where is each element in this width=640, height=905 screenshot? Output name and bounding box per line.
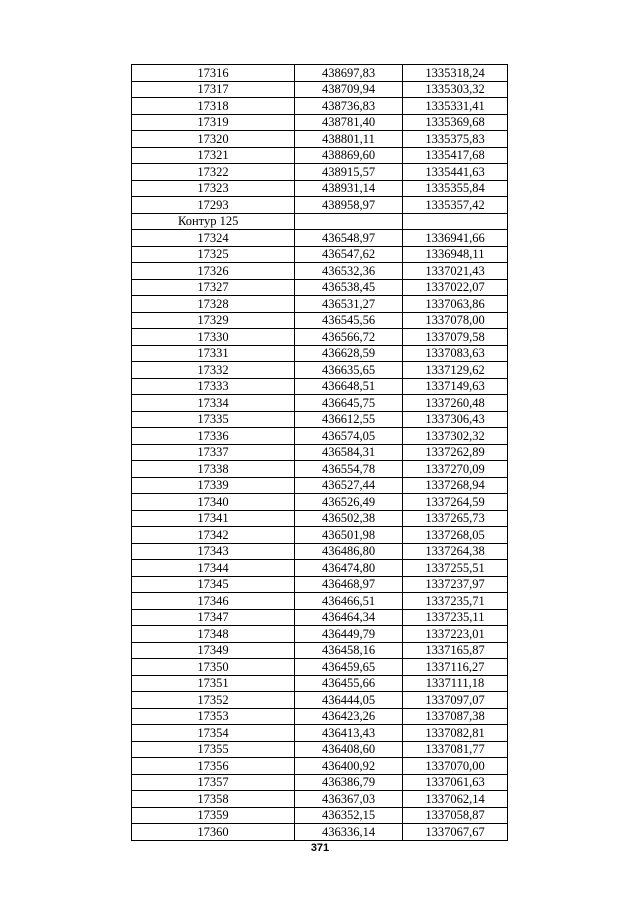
x-coordinate-cell: 436635,65 xyxy=(295,362,403,379)
y-coordinate-cell: 1337082,81 xyxy=(403,725,508,742)
table-row xyxy=(132,378,508,395)
point-number-cell: 17332 xyxy=(132,362,295,379)
x-coordinate-cell: 436444,05 xyxy=(295,692,403,709)
x-coordinate-cell: 436449,79 xyxy=(295,626,403,643)
table-row xyxy=(132,197,508,214)
table-row xyxy=(132,213,508,230)
table-row xyxy=(132,626,508,643)
x-coordinate-cell: 436502,38 xyxy=(295,510,403,527)
table-row xyxy=(132,758,508,775)
y-coordinate-cell: 1337081,77 xyxy=(403,741,508,758)
table-row xyxy=(132,345,508,362)
y-coordinate-cell: 1337235,71 xyxy=(403,593,508,610)
table-row xyxy=(132,527,508,544)
table-row xyxy=(132,114,508,131)
point-number-cell: 17352 xyxy=(132,692,295,709)
table-row xyxy=(132,741,508,758)
x-coordinate-cell: 436574,05 xyxy=(295,428,403,445)
point-number-cell: 17357 xyxy=(132,774,295,791)
table-row xyxy=(132,411,508,428)
point-number-cell: Контур 125 xyxy=(132,213,295,230)
x-coordinate-cell: 436458,16 xyxy=(295,642,403,659)
y-coordinate-cell: 1337063,86 xyxy=(403,296,508,313)
table-row xyxy=(132,131,508,148)
point-number-cell: 17340 xyxy=(132,494,295,511)
x-coordinate-cell: 438915,57 xyxy=(295,164,403,181)
x-coordinate-cell: 438781,40 xyxy=(295,114,403,131)
coordinates-table xyxy=(131,64,508,841)
point-number-cell: 17334 xyxy=(132,395,295,412)
x-coordinate-cell: 436474,80 xyxy=(295,560,403,577)
x-coordinate-cell: 438697,83 xyxy=(295,65,403,82)
table-row xyxy=(132,147,508,164)
y-coordinate-cell: 1337058,87 xyxy=(403,807,508,824)
x-coordinate-cell: 436501,98 xyxy=(295,527,403,544)
table-row xyxy=(132,395,508,412)
table-row xyxy=(132,477,508,494)
x-coordinate-cell: 436386,79 xyxy=(295,774,403,791)
table-row xyxy=(132,609,508,626)
y-coordinate-cell: 1337306,43 xyxy=(403,411,508,428)
y-coordinate-cell: 1337149,63 xyxy=(403,378,508,395)
x-coordinate-cell: 436645,75 xyxy=(295,395,403,412)
y-coordinate-cell: 1337260,48 xyxy=(403,395,508,412)
point-number-cell: 17317 xyxy=(132,81,295,98)
point-number-cell: 17350 xyxy=(132,659,295,676)
y-coordinate-cell: 1335355,84 xyxy=(403,180,508,197)
point-number-cell: 17351 xyxy=(132,675,295,692)
x-coordinate-cell: 436545,56 xyxy=(295,312,403,329)
point-number-cell: 17345 xyxy=(132,576,295,593)
x-coordinate-cell: 436628,59 xyxy=(295,345,403,362)
x-coordinate-cell: 438869,60 xyxy=(295,147,403,164)
y-coordinate-cell: 1336941,66 xyxy=(403,230,508,247)
x-coordinate-cell: 436612,55 xyxy=(295,411,403,428)
y-coordinate-cell: 1337235,11 xyxy=(403,609,508,626)
y-coordinate-cell: 1337223,01 xyxy=(403,626,508,643)
x-coordinate-cell: 436532,36 xyxy=(295,263,403,280)
point-number-cell: 17329 xyxy=(132,312,295,329)
table-row xyxy=(132,791,508,808)
point-number-cell: 17343 xyxy=(132,543,295,560)
table-row xyxy=(132,576,508,593)
x-coordinate-cell: 436423,26 xyxy=(295,708,403,725)
y-coordinate-cell: 1337078,00 xyxy=(403,312,508,329)
y-coordinate-cell: 1337079,58 xyxy=(403,329,508,346)
table-row xyxy=(132,675,508,692)
x-coordinate-cell: 438736,83 xyxy=(295,98,403,115)
x-coordinate-cell: 436527,44 xyxy=(295,477,403,494)
point-number-cell: 17341 xyxy=(132,510,295,527)
x-coordinate-cell: 438801,11 xyxy=(295,131,403,148)
point-number-cell: 17331 xyxy=(132,345,295,362)
x-coordinate-cell: 436466,51 xyxy=(295,593,403,610)
point-number-cell: 17322 xyxy=(132,164,295,181)
table-row xyxy=(132,593,508,610)
table-row xyxy=(132,296,508,313)
x-coordinate-cell: 436367,03 xyxy=(295,791,403,808)
x-coordinate-cell: 436459,65 xyxy=(295,659,403,676)
y-coordinate-cell: 1337061,63 xyxy=(403,774,508,791)
point-number-cell: 17335 xyxy=(132,411,295,428)
y-coordinate-cell: 1337111,18 xyxy=(403,675,508,692)
table-row xyxy=(132,444,508,461)
x-coordinate-cell: 436413,43 xyxy=(295,725,403,742)
table-row xyxy=(132,329,508,346)
table-row xyxy=(132,312,508,329)
point-number-cell: 17325 xyxy=(132,246,295,263)
x-coordinate-cell: 436648,51 xyxy=(295,378,403,395)
x-coordinate-cell: 436554,78 xyxy=(295,461,403,478)
y-coordinate-cell: 1337070,00 xyxy=(403,758,508,775)
y-coordinate-cell: 1337067,67 xyxy=(403,824,508,841)
table-row xyxy=(132,774,508,791)
x-coordinate-cell: 436352,15 xyxy=(295,807,403,824)
x-coordinate-cell: 436566,72 xyxy=(295,329,403,346)
x-coordinate-cell: 438931,14 xyxy=(295,180,403,197)
y-coordinate-cell: 1337268,94 xyxy=(403,477,508,494)
x-coordinate-cell: 438958,97 xyxy=(295,197,403,214)
y-coordinate-cell: 1335417,68 xyxy=(403,147,508,164)
y-coordinate-cell: 1337021,43 xyxy=(403,263,508,280)
x-coordinate-cell: 436531,27 xyxy=(295,296,403,313)
y-coordinate-cell: 1337165,87 xyxy=(403,642,508,659)
point-number-cell: 17360 xyxy=(132,824,295,841)
table-row xyxy=(132,725,508,742)
point-number-cell: 17319 xyxy=(132,114,295,131)
table-row xyxy=(132,428,508,445)
point-number-cell: 17324 xyxy=(132,230,295,247)
point-number-cell: 17336 xyxy=(132,428,295,445)
point-number-cell: 17330 xyxy=(132,329,295,346)
y-coordinate-cell: 1337087,38 xyxy=(403,708,508,725)
table-row xyxy=(132,560,508,577)
x-coordinate-cell: 438709,94 xyxy=(295,81,403,98)
point-number-cell: 17359 xyxy=(132,807,295,824)
x-coordinate-cell: 436584,31 xyxy=(295,444,403,461)
x-coordinate-cell: 436464,34 xyxy=(295,609,403,626)
point-number-cell: 17321 xyxy=(132,147,295,164)
table-row xyxy=(132,824,508,841)
y-coordinate-cell: 1337264,38 xyxy=(403,543,508,560)
table-row xyxy=(132,81,508,98)
x-coordinate-cell: 436547,62 xyxy=(295,246,403,263)
point-number-cell: 17293 xyxy=(132,197,295,214)
point-number-cell: 17349 xyxy=(132,642,295,659)
table-row xyxy=(132,263,508,280)
point-number-cell: 17318 xyxy=(132,98,295,115)
x-coordinate-cell: 436526,49 xyxy=(295,494,403,511)
table-row xyxy=(132,807,508,824)
table-row xyxy=(132,659,508,676)
y-coordinate-cell: 1337022,07 xyxy=(403,279,508,296)
table-row xyxy=(132,494,508,511)
y-coordinate-cell: 1335318,24 xyxy=(403,65,508,82)
point-number-cell: 17347 xyxy=(132,609,295,626)
y-coordinate-cell: 1337083,63 xyxy=(403,345,508,362)
point-number-cell: 17346 xyxy=(132,593,295,610)
y-coordinate-cell: 1335441,63 xyxy=(403,164,508,181)
point-number-cell: 17333 xyxy=(132,378,295,395)
y-coordinate-cell: 1335331,41 xyxy=(403,98,508,115)
point-number-cell: 17353 xyxy=(132,708,295,725)
y-coordinate-cell: 1337062,14 xyxy=(403,791,508,808)
x-coordinate-cell: 436548,97 xyxy=(295,230,403,247)
x-coordinate-cell: 436408,60 xyxy=(295,741,403,758)
y-coordinate-cell xyxy=(403,213,508,230)
page-number: 371 xyxy=(310,842,330,854)
table-row xyxy=(132,692,508,709)
y-coordinate-cell: 1337237,97 xyxy=(403,576,508,593)
table-row xyxy=(132,65,508,82)
point-number-cell: 17356 xyxy=(132,758,295,775)
y-coordinate-cell: 1335375,83 xyxy=(403,131,508,148)
y-coordinate-cell: 1337268,05 xyxy=(403,527,508,544)
x-coordinate-cell: 436486,80 xyxy=(295,543,403,560)
point-number-cell: 17348 xyxy=(132,626,295,643)
y-coordinate-cell: 1336948,11 xyxy=(403,246,508,263)
table-row xyxy=(132,543,508,560)
x-coordinate-cell: 436336,14 xyxy=(295,824,403,841)
table-row xyxy=(132,708,508,725)
y-coordinate-cell: 1337264,59 xyxy=(403,494,508,511)
point-number-cell: 17316 xyxy=(132,65,295,82)
point-number-cell: 17342 xyxy=(132,527,295,544)
point-number-cell: 17338 xyxy=(132,461,295,478)
y-coordinate-cell: 1337262,89 xyxy=(403,444,508,461)
x-coordinate-cell: 436468,97 xyxy=(295,576,403,593)
table-row xyxy=(132,642,508,659)
point-number-cell: 17358 xyxy=(132,791,295,808)
table-row xyxy=(132,230,508,247)
table-row xyxy=(132,180,508,197)
point-number-cell: 17320 xyxy=(132,131,295,148)
x-coordinate-cell: 436455,66 xyxy=(295,675,403,692)
y-coordinate-cell: 1337270,09 xyxy=(403,461,508,478)
point-number-cell: 17344 xyxy=(132,560,295,577)
table-row xyxy=(132,279,508,296)
y-coordinate-cell: 1337116,27 xyxy=(403,659,508,676)
y-coordinate-cell: 1337129,62 xyxy=(403,362,508,379)
point-number-cell: 17354 xyxy=(132,725,295,742)
x-coordinate-cell: 436538,45 xyxy=(295,279,403,296)
y-coordinate-cell: 1335369,68 xyxy=(403,114,508,131)
y-coordinate-cell: 1337302,32 xyxy=(403,428,508,445)
point-number-cell: 17328 xyxy=(132,296,295,313)
point-number-cell: 17339 xyxy=(132,477,295,494)
coordinates-table-body xyxy=(132,65,508,841)
table-row xyxy=(132,98,508,115)
table-row xyxy=(132,246,508,263)
y-coordinate-cell: 1335303,32 xyxy=(403,81,508,98)
point-number-cell: 17326 xyxy=(132,263,295,280)
table-row xyxy=(132,362,508,379)
x-coordinate-cell: 436400,92 xyxy=(295,758,403,775)
point-number-cell: 17337 xyxy=(132,444,295,461)
point-number-cell: 17355 xyxy=(132,741,295,758)
y-coordinate-cell: 1337255,51 xyxy=(403,560,508,577)
table-row xyxy=(132,461,508,478)
y-coordinate-cell: 1337265,73 xyxy=(403,510,508,527)
point-number-cell: 17323 xyxy=(132,180,295,197)
table-row xyxy=(132,164,508,181)
point-number-cell: 17327 xyxy=(132,279,295,296)
table-row xyxy=(132,510,508,527)
y-coordinate-cell: 1337097,07 xyxy=(403,692,508,709)
y-coordinate-cell: 1335357,42 xyxy=(403,197,508,214)
x-coordinate-cell xyxy=(295,213,403,230)
